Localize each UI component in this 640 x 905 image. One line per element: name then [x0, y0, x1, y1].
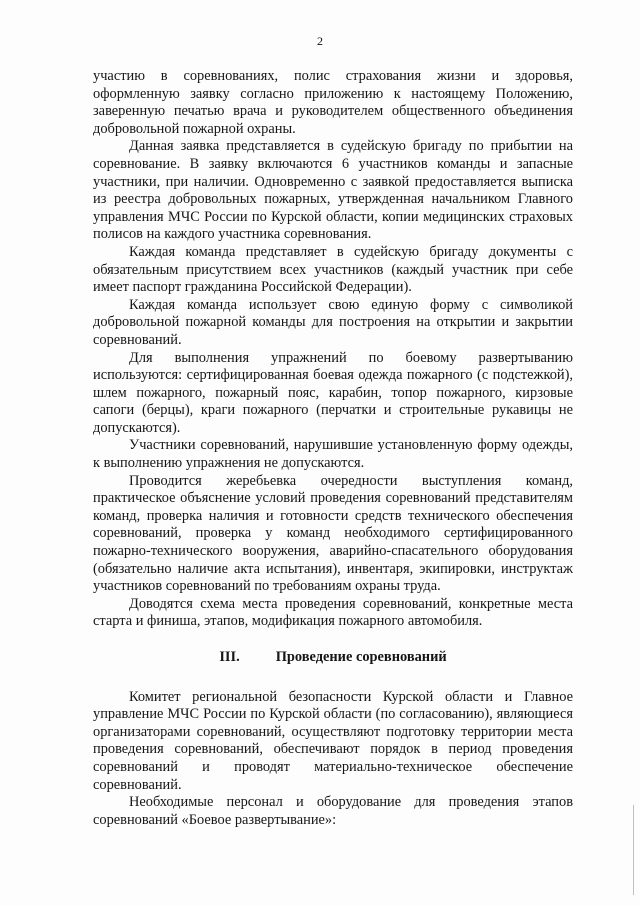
- paragraph: Участники соревнований, нарушившие установленную форму одежды, к выполнению упражнения не допускаются.: [93, 437, 573, 472]
- section-number: III.: [219, 649, 240, 665]
- page-number: 2: [317, 34, 323, 48]
- paragraph: Необходимые персонал и оборудование для проведения этапов соревнований «Боевое развертывание»:: [93, 794, 573, 828]
- paragraph: Каждая команда представляет в судейскую бригаду документы с обязательным присутствием всех участников (каждый участник при себе имеет паспорт гражданина Российской Федерации).: [93, 243, 573, 296]
- paragraph: Проводится жеребьевка очередности выступления команд, практическое объяснение условий проведения соревнований представителям команд, проверка наличия и готовности средств технического обеспечения соревнований, проверка у команд необходимого сертифицированного пожарно-технического вооружения, аварийно-спасательного оборудования (обязательно наличие акта испытания), инвентаря, экипировки, инструктаж участников соревнований по требованиям охраны труда.: [93, 472, 573, 595]
- paragraph: Комитет региональной безопасности Курской области и Главное управление МЧС России по Курской области (по согласованию), являющиеся организаторами соревнований, осуществляют подготовку территории места проведения соревнований, обеспечивают порядок в период проведения соревнований и проводят материально-техническое обеспечение соревнований.: [93, 688, 573, 793]
- paragraph: Данная заявка представляется в судейскую бригаду по прибытии на соревнование. В заявку включаются 6 участников команды и запасные участники, при наличии. Одновременно с заявкой предоставляется выписка из реестра добровольных пожарных, утвержденная начальником Главного управления МЧС России по Курской области, копии медицинских страховых полисов на каждого участника соревнования.: [93, 138, 573, 243]
- section-heading: [93, 649, 573, 667]
- section-title: Проведение соревнований: [275, 649, 447, 665]
- paragraph: участию в соревнованиях, полис страхования жизни и здоровья, оформленную заявку согласно приложению к настоящему Положению, заверенную печатью врача и руководителем общественного объединения добровольной пожарной охраны.: [93, 68, 573, 137]
- paragraph: Каждая команда использует свою единую форму с символикой добровольной пожарной команды для построения на открытии и закрытии соревнований.: [93, 296, 573, 348]
- scan-edge-line: [633, 805, 634, 895]
- document-body: [93, 68, 573, 829]
- paragraph: Для выполнения упражнений по боевому развертыванию используются: сертифицированная боевая одежда пожарного (с подстежкой), шлем пожарного, пожарный пояс, карабин, топор пожарного, кирзовые сапоги (берцы), краги пожарного (перчатки и строительные рукавицы не допускаются).: [93, 349, 573, 436]
- paragraph: Доводятся схема места проведения соревнований, конкретные места старта и финиша, этапов, модификация пожарного автомобиля.: [93, 595, 573, 630]
